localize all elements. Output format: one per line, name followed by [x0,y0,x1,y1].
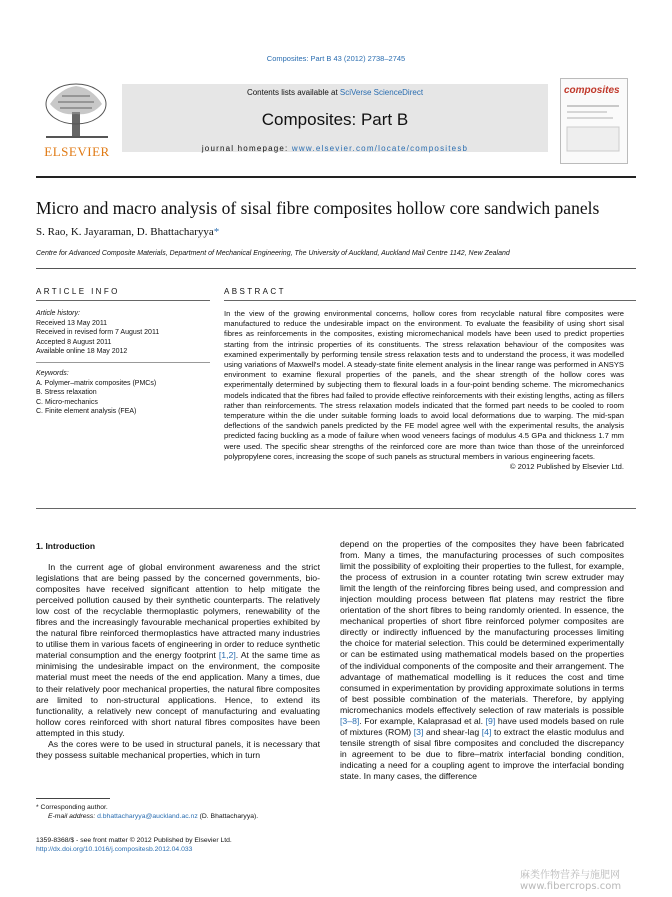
journal-name: Composites: Part B [261,110,409,129]
article-history [36,309,216,357]
citation-link[interactable]: [9] [485,715,496,726]
abstract-rule [224,300,636,301]
footnote [36,803,258,821]
abstract-heading: ABSTRACT [224,287,286,296]
email-link[interactable]: d.bhattacharyya@auckland.ac.nz [97,813,198,820]
keywords-rule [36,362,210,363]
journal-reference[interactable]: Composites: Part B 43 (2012) 2738–2745 [266,54,406,63]
homepage-link[interactable]: www.elsevier.com/locate/compositesb [291,144,469,153]
intro-paragraph [36,562,320,739]
history-item: Received in revised form 7 August 2011 [36,329,160,337]
journal-cover-image [560,78,628,164]
history-item: Received 13 May 2011 [36,319,108,327]
citation-link[interactable]: [4] [481,726,492,737]
keyword-item: B. Stress relaxation [36,389,97,397]
cover-graphic-icon [561,101,625,161]
corresponding-author-mark[interactable]: * [213,226,220,238]
homepage-prefix: journal homepage: [201,144,292,153]
email-label: E-mail address: [48,813,96,820]
footnote-mark: * [36,804,39,811]
journal-masthead [36,78,636,162]
page-footer [36,836,232,854]
intro-paragraph [340,539,624,782]
masthead-band [122,84,548,152]
elsevier-tree-icon [36,80,118,142]
journal-homepage [122,144,548,153]
footnote-label: Corresponding author. [40,804,108,811]
cover-title: composites [564,85,620,96]
footnote-rule [36,798,110,799]
authors-text: S. Rao, K. Jayaraman, D. Bhattacharyya [36,226,214,238]
email-line [36,812,258,821]
intro-text: . For example, Kalaprasad et al. [359,715,486,726]
keyword-item: C. Finite element analysis (FEA) [36,408,137,416]
abstract-text: In the view of the growing environmental concerns, hollow cores from recyclable natural fibre composites were manufactured to reduce the undesirable impact on the environment. To evaluate the feasibility of using short sisal fibres as reinforcements in the composites, existing micromechanical models have been used to predict properties starting from the intrinsic properties of its constituents. The stress relaxation behaviour of the composites was examined experimentally by performing tensile stress relaxation tests and to understand the process, it was modelled using variations of Maxwell's model. A steady-state finite element analysis in the linear range was performed in ANSYS environment to examine flexural properties of the panels, and the shear strength of the hollow cores was experimentally determined by subjecting them to flexural loads in a four-point bending scheme. The micromechanics models indicated that the fibres had failed to provide effective reinforcements with their existing lengths, acting as fillers rather than reinforcements. The stress relaxation models indicated that the formed part needs to be cooled to room temperature within the die under suitable forming loads to avoid local deformations due to warping. The mid-span deflections of the sandwich panels predicted by the FE model agree well with the experimental results, the analysis predicted facing buckling as a mode of failure when wood veneers facings of modulus 4.5 GPa and thickness 1.7 mm were used. The specific shear strengths of the reinforced core are more than twice than those of the unreinforced polypropylene cores, increasing the scope of such panels as structural members in various engineering facets. [224,309,624,461]
issn-line: 1359-8368/$ - see front matter © 2012 Published by Elsevier Ltd. [36,837,232,844]
left-column [36,562,320,761]
history-item: Available online 18 May 2012 [36,348,128,356]
section-heading-introduction: 1. Introduction [36,541,96,551]
intro-text: In the current age of global environment awareness and the strict legislations that are being passed by the concerned governments, bio-composites have received significant attention to help mitigate the perceived pollution caused by their synthetic counterparts. The relatively low cost of the recyclable thermoplastic polymers, renewability of the fibres and the increasingly favourable mechanical properties exhibited by the natural fibre reinforced thermoplastics have attracted many industries to utilise them in various facets of engineering in order to reduce synthetic material consumption and the energy footprint [36,562,320,661]
corresponding-author-note [36,803,258,812]
publisher-wordmark: ELSEVIER [44,144,110,159]
elsevier-logo [36,80,118,160]
history-label: Article history: [36,310,80,317]
intro-text: to extract the elastic modulus and tensile strength of sisal fibre composites and concluded the discrepancy in agreement to be due to fibre–matrix interfacial bonding condition, indicating a need for a coupling agent to improve the interfacial bonding state. In many cases, the difference [340,726,624,781]
sciencedirect-link[interactable]: SciVerse ScienceDirect [339,88,424,97]
doi-link[interactable]: http://dx.doi.org/10.1016/j.compositesb.2012.04.033 [36,846,193,853]
article-info-rule [36,300,210,301]
header-rule [36,176,636,178]
citation-link[interactable]: [3–8] [340,715,360,726]
abstract-copyright: © 2012 Published by Elsevier Ltd. [509,462,624,472]
article-title: Micro and macro analysis of sisal fibre composites hollow core sandwich panels [36,198,600,218]
keywords [36,369,216,417]
contents-line [122,88,548,97]
keyword-item: C. Micro-mechanics [36,398,98,406]
intro-text: . At the same time as minimising the undesirable impact on the environment, the composite material must meet the needs of the end application. Many a times, due to their relatively poor mechanical properties, the natural fibre composites are limited to non-structural applications. Hence, to extend its functionality, a relatively new concept of manufacturing and evaluating hollow cores reinforced with short natural fibres composites have been attempted in this study. [36,650,320,738]
site-watermark: 麻类作物营养与施肥网 www.fibercrops.com [520,870,622,892]
right-column [340,539,624,782]
title-rule [36,268,636,269]
citation-link[interactable]: [1,2] [218,650,236,661]
email-owner: (D. Bhattacharyya). [199,813,259,820]
author-list [36,226,219,238]
intro-text: have used models based on rule of mixtures (ROM) [340,715,624,737]
keyword-item: A. Polymer–matrix composites (PMCs) [36,379,157,387]
citation-link[interactable]: [3] [413,726,424,737]
abstract-end-rule [36,508,636,509]
intro-text: depend on the properties of the composites they have been fabricated from. Many a times, the manufacturing processes of such composites limit the possibility of exploiting their properties to the fullest, for example, the process of extrusion in a counter rotating twin screw extruder may limit the length of the reinforcing fibres being used, and compression and injection moulding process between flat platens may restrict the fibre orientation of the short fibres to being randomly oriented. In essence, the mechanical properties of short fibre reinforced polymer composites are directly or indirectly influenced by the manufacturing processes limiting the choice for material selection. This could be determined experimentally or can be estimated using mathematical models based on the properties of the individual components of the composite and their arrangement. The advantage of mathematical modelling is it reduces the cost and time consumed in experimentation by providing approximate solutions in terms of best possible combination of the materials. Therefore, by applying micromechanics models effectively selection of raw materials is possible [340,539,624,715]
history-item: Accepted 8 August 2011 [36,338,112,346]
intro-text: and shear-lag [423,726,482,737]
intro-paragraph: As the cores were to be used in structural panels, it is necessary that they possess suitable mechanical properties, which in turn [36,738,320,760]
contents-prefix: Contents lists available at [246,88,340,97]
abstract-body [224,309,624,472]
affiliation: Centre for Advanced Composite Materials, Department of Mechanical Engineering, The University of Auckland, Auckland Mail Centre 1142, New Zealand [36,250,510,257]
keywords-label: Keywords: [36,370,69,377]
article-info-heading: ARTICLE INFO [36,287,120,296]
